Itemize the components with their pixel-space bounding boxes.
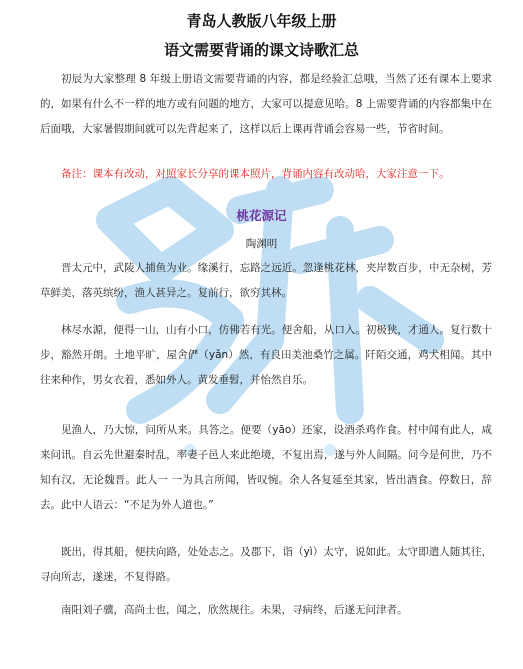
- poem-author: 陶渊明: [245, 238, 278, 250]
- poem-title: 桃花源记: [236, 208, 287, 223]
- intro-paragraph: 初辰为大家整理 8 年级上册语文需要背诵的内容，都是经验汇总哦，当然了还有课本上要求的，如果有什么不一样的地方或有问题的地方，大家可以提意见哈。8 上需要背诵的内容都集中在后面哦，大家暑假期间就可以先背起来了，这样以后上课再背诵会容易一些，节省时间。: [40, 73, 492, 135]
- document-title: 青岛人教版八年级上册: [186, 12, 337, 30]
- poem-paragraph-1: 晋太元中，武陵人捕鱼为业。缘溪行，忘路之远近。忽逢桃花林，夹岸数百步，中无杂树，芳草鲜美，落英缤纷，渔人甚异之。复前行，欲穷其林。: [40, 262, 492, 299]
- poem-paragraph-5: 南阳刘子骥，高尚士也，闻之，欣然规往。未果，寻病终，后遂无问津者。: [61, 604, 408, 616]
- note-paragraph: 备注：课本有改动，对照家长分享的课本照片，背诵内容有改动哈，大家注意一下。: [61, 168, 450, 180]
- poem-paragraph-2: 林尽水源，便得一山，山有小口，仿佛若有光。便舍船，从口入。初极狭，才通人。复行数十步，豁然开朗。土地平旷，屋舍俨（yǎn）然，有良田美池桑竹之属。阡陌交通，鸡犬相闻。其中往来种作，男女衣着，悉如外人。黄发垂髫，并怡然自乐。: [40, 324, 492, 386]
- document-subtitle: 语文需要背诵的课文诗歌汇总: [163, 41, 359, 59]
- poem-paragraph-3: 见渔人，乃大惊，问所从来。具答之。便要（yāo）还家，设酒杀鸡作食。村中闻有此人，咸来问讯。自云先世避秦时乱，率妻子邑人来此绝境，不复出焉，遂与外人间隔。问今是何世，乃不知有汉，无论魏晋。此人一 一为具言所闻，皆叹惋。余人各复延至其家，皆出酒食。停数日，辞去。此中人语云：“不足为外人道也。”: [40, 424, 492, 511]
- poem-paragraph-4: 既出，得其船，便扶向路，处处志之。及郡下，诣（yì）太守，说如此。太守即遣人随其往，寻向所志，遂迷，不复得路。: [40, 546, 492, 583]
